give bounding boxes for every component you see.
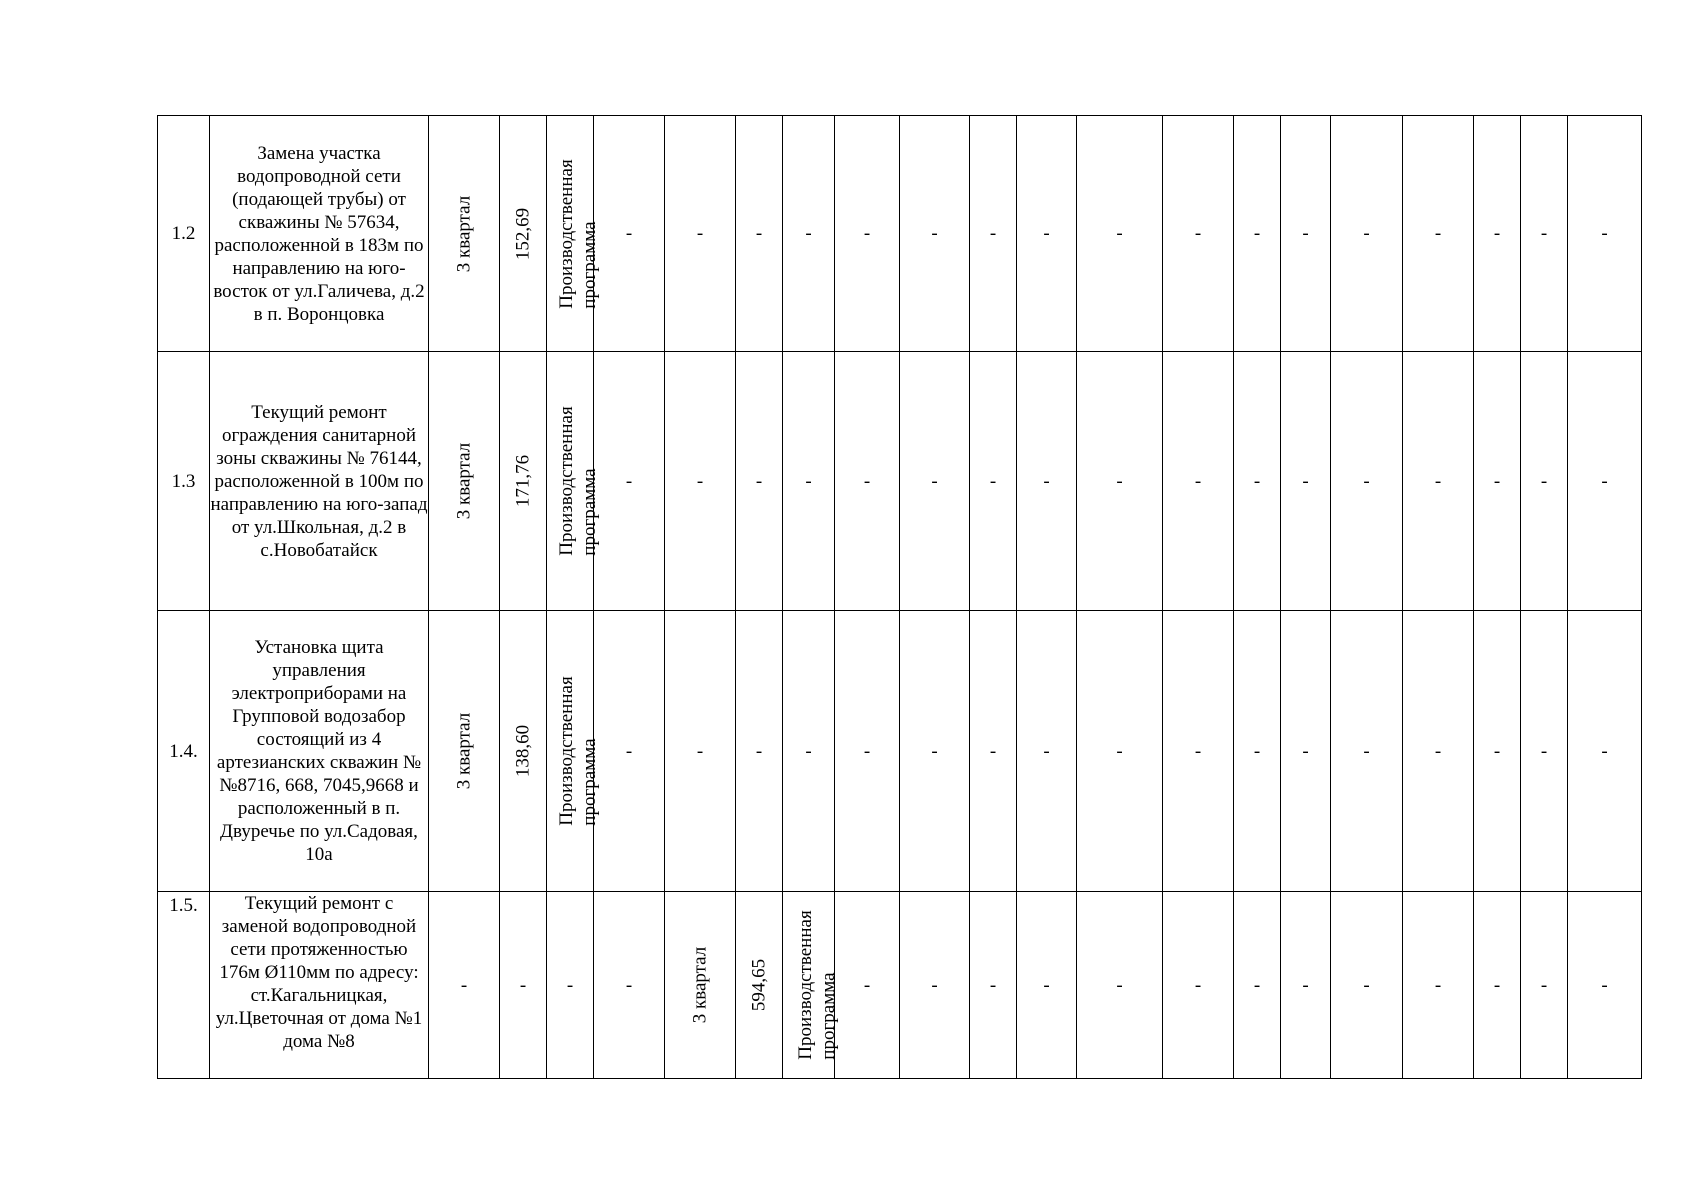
dash-cell: - [1234, 352, 1281, 611]
dash-cell: - [1403, 611, 1474, 892]
dash-cell: - [970, 116, 1017, 352]
dash-cell: - [1568, 892, 1642, 1079]
dash-cell: - [1568, 352, 1642, 611]
deadline-cell [665, 892, 736, 1079]
row-number: 1.3 [158, 352, 210, 611]
work-description: Текущий ремонт ограждения санитарной зоны скважины № 76144, расположенной в 100м по направлению на юго-запад от ул.Школьная, д.2 в с.Новобатайск [210, 352, 429, 611]
dash-cell: - [1474, 611, 1521, 892]
deadline-cell [429, 352, 500, 611]
dash-cell: - [970, 892, 1017, 1079]
dash-cell: - [1281, 892, 1331, 1079]
dash-cell: - [594, 116, 665, 352]
dash-cell: - [1077, 892, 1163, 1079]
funding-source-line1: Производственная [556, 406, 577, 556]
funding-source-line2: программа [579, 468, 600, 556]
dash-cell: - [970, 611, 1017, 892]
dash-cell: - [1521, 611, 1568, 892]
table-row [158, 611, 1642, 892]
table-row [158, 352, 1642, 611]
dash-cell: - [900, 892, 970, 1079]
funding-source-cell [547, 611, 600, 892]
row-number: 1.4. [158, 611, 210, 892]
amount-cell [500, 352, 547, 611]
dash-cell: - [1521, 116, 1568, 352]
deadline-cell [429, 116, 500, 352]
dash-cell: - [1077, 116, 1163, 352]
amount-text: 138,60 [512, 724, 534, 778]
dash-cell: - [736, 116, 783, 352]
dash-cell: - [1281, 611, 1331, 892]
dash-cell: - [783, 352, 835, 611]
amount-text: 594,65 [748, 958, 770, 1012]
amount-text: 171,76 [512, 454, 534, 508]
dash-cell: - [970, 352, 1017, 611]
dash-cell: - [1163, 116, 1234, 352]
funding-source-line1: Производственная [556, 676, 577, 826]
dash-cell: - [1017, 611, 1077, 892]
dash-cell: - [900, 116, 970, 352]
funding-source-line2: программа [579, 220, 600, 309]
dash-cell: - [1474, 116, 1521, 352]
dash-cell: - [1568, 611, 1642, 892]
dash-cell: - [1163, 611, 1234, 892]
amount-cell [500, 611, 547, 892]
dash-cell: - [665, 352, 736, 611]
dash-cell: - [1077, 611, 1163, 892]
dash-cell: - [1331, 116, 1403, 352]
dash-cell: - [783, 611, 835, 892]
dash-cell: - [736, 352, 783, 611]
dash-cell: - [1521, 352, 1568, 611]
dash-cell: - [835, 116, 900, 352]
dash-cell: - [1234, 611, 1281, 892]
funding-source-line2: программа [817, 972, 839, 1060]
dash-cell: - [594, 352, 665, 611]
table-row [158, 116, 1642, 352]
deadline-cell [429, 611, 500, 892]
amount-text: 152,69 [512, 207, 534, 260]
amount-cell [500, 116, 547, 352]
funding-source-cell [783, 892, 839, 1079]
funding-source-cell [547, 352, 600, 611]
work-description: Установка щита управления электроприборами на Групповой водозабор состоящий из 4 артезианских скважин №№8716, 668, 7045,9668 и расположенный в п. Двуречье по ул.Садовая, 10а [210, 611, 429, 892]
dash-cell: - [1403, 116, 1474, 352]
dash-cell: - [594, 611, 665, 892]
dash-cell: - [594, 892, 665, 1079]
funding-source-line1: Производственная [794, 910, 816, 1060]
dash-cell: - [1234, 892, 1281, 1079]
table-row [158, 892, 1642, 1079]
dash-cell: - [1017, 892, 1077, 1079]
dash-cell: - [1017, 116, 1077, 352]
deadline-text: 3 квартал [689, 946, 711, 1024]
dash-cell: - [1403, 352, 1474, 611]
dash-cell: - [1568, 116, 1642, 352]
dash-cell: - [736, 611, 783, 892]
dash-cell: - [1077, 352, 1163, 611]
work-description: Текущий ремонт с заменой водопроводной сети протяженностью 176м Ø110мм по адресу: ст.Кагальницкая, ул.Цветочная от дома №1 дома №8 [210, 892, 429, 1079]
deadline-text: 3 квартал [453, 442, 475, 520]
dash-cell: - [1017, 352, 1077, 611]
dash-cell: - [1331, 611, 1403, 892]
dash-cell: - [1331, 892, 1403, 1079]
row-number: 1.2 [158, 116, 210, 352]
deadline-text: 3 квартал [453, 712, 475, 790]
dash-cell: - [1163, 352, 1234, 611]
dash-cell: - [665, 116, 736, 352]
dash-cell: - [900, 611, 970, 892]
dash-cell: - [1521, 892, 1568, 1079]
dash-cell: - [547, 892, 594, 1079]
dash-cell: - [1281, 116, 1331, 352]
work-plan-table [157, 115, 1642, 1079]
dash-cell: - [1281, 352, 1331, 611]
dash-cell: - [1163, 892, 1234, 1079]
funding-source-cell [547, 116, 600, 352]
dash-cell: - [1474, 892, 1521, 1079]
work-description: Замена участка водопроводной сети (подающей трубы) от скважины № 57634, расположенной в 183м по направлению на юго-восток от ул.Галичева, д.2 в п. Воронцовка [210, 116, 429, 352]
dash-cell: - [835, 352, 900, 611]
dash-cell: - [1331, 352, 1403, 611]
dash-cell: - [500, 892, 547, 1079]
dash-cell: - [429, 892, 500, 1079]
row-number: 1.5. [158, 892, 210, 1079]
amount-cell [736, 892, 783, 1079]
funding-source-line2: программа [579, 738, 600, 826]
dash-cell: - [783, 116, 835, 352]
dash-cell: - [665, 611, 736, 892]
funding-source-line1: Производственная [556, 158, 577, 309]
dash-cell: - [835, 611, 900, 892]
deadline-text: 3 квартал [453, 195, 475, 272]
dash-cell: - [1474, 352, 1521, 611]
dash-cell: - [1403, 892, 1474, 1079]
dash-cell: - [900, 352, 970, 611]
dash-cell: - [835, 892, 900, 1079]
dash-cell: - [1234, 116, 1281, 352]
